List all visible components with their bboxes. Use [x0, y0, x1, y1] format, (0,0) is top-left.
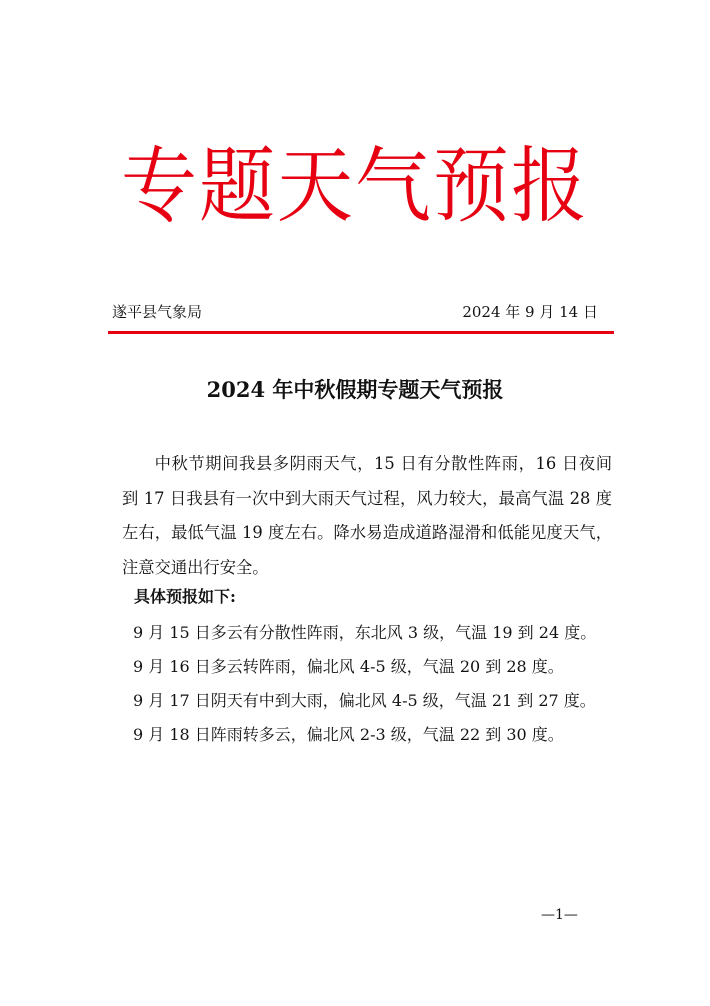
- summary-paragraph: 中秋节期间我县多阴雨天气，15 日有分散性阵雨，16 日夜间到 17 日我县有一次中到大雨天气过程，风力较大，最高气温 28 度左右，最低气温 19 度左右。降水易造成道路湿滑和低能见度天气，注意交通出行安全。: [122, 454, 612, 577]
- document-title: 2024 年中秋假期专题天气预报: [206, 377, 504, 402]
- forecast-list: [133, 616, 623, 752]
- forecast-item-sep-15: 9 月 15 日多云有分散性阵雨，东北风 3 级，气温 19 到 24 度。: [133, 623, 597, 642]
- masthead-title: 专题天气预报: [121, 137, 589, 234]
- forecast-item-sep-16: 9 月 16 日多云转阵雨，偏北风 4-5 级，气温 20 到 28 度。: [133, 657, 564, 676]
- page-number: —1—: [541, 907, 578, 923]
- issue-date: 2024 年 9 月 14 日: [462, 303, 598, 321]
- detail-heading: 具体预报如下:: [134, 587, 236, 606]
- issuing-agency: 遂平县气象局: [112, 303, 203, 321]
- issuer-row: [112, 298, 598, 326]
- forecast-item-sep-17: 9 月 17 日阴天有中到大雨，偏北风 4-5 级，气温 21 到 27 度。: [133, 691, 596, 710]
- red-divider-line: [108, 331, 614, 334]
- forecast-item-sep-18: 9 月 18 日阵雨转多云，偏北风 2-3 级，气温 22 到 30 度。: [133, 725, 564, 744]
